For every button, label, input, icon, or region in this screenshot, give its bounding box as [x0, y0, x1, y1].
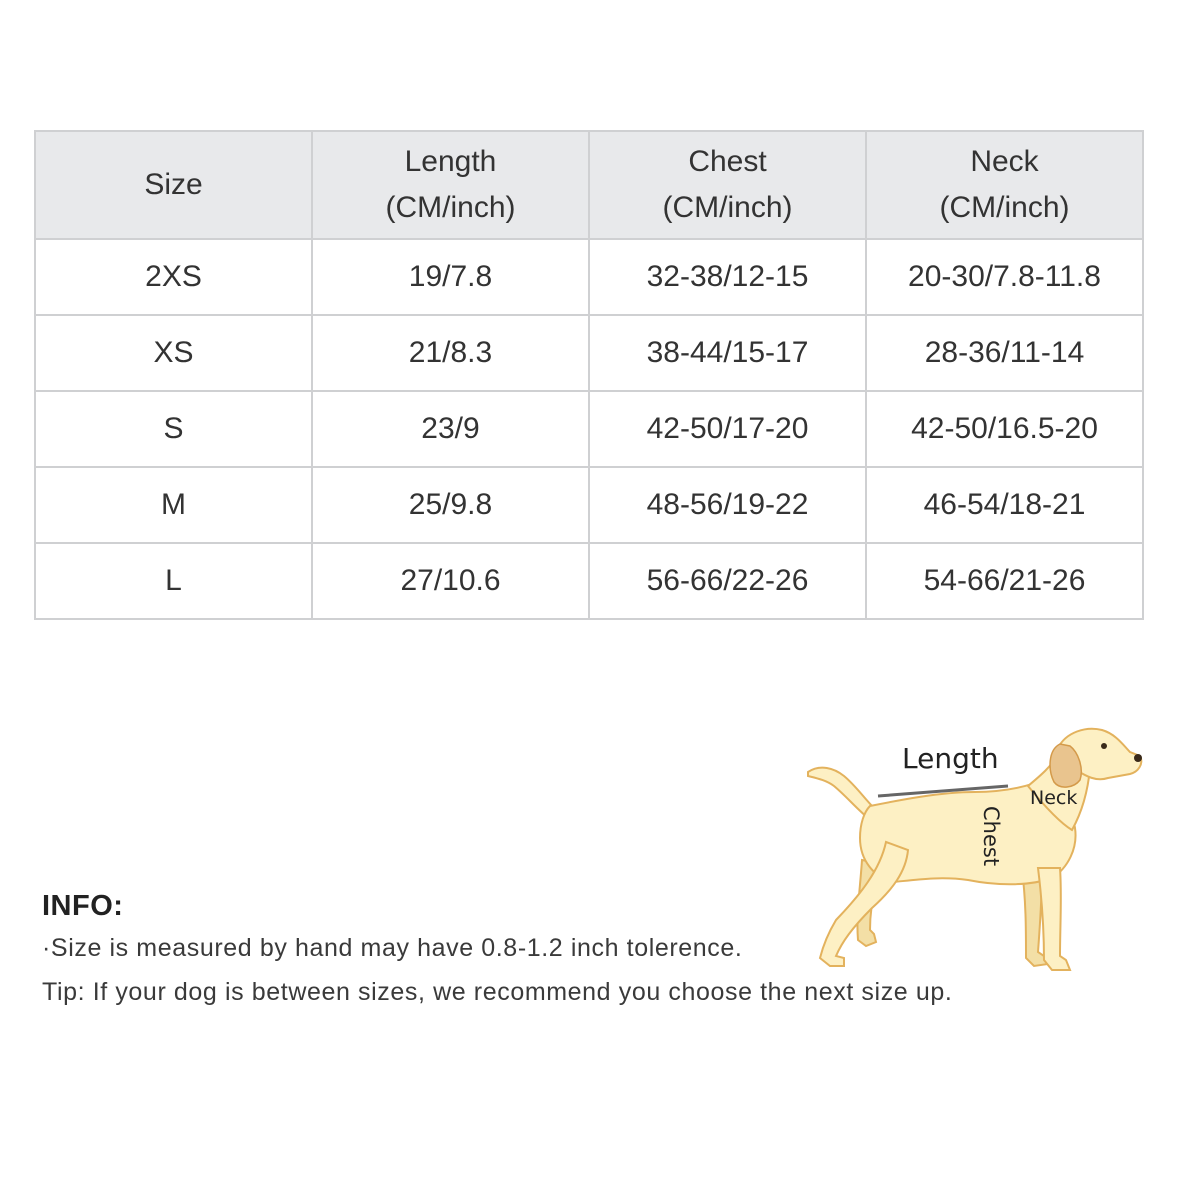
length-cell: 21/8.3 — [312, 315, 589, 391]
header-chest-label: Chest — [688, 145, 767, 178]
length-cell: 27/10.6 — [312, 543, 589, 619]
neck-cell: 46-54/18-21 — [866, 467, 1143, 543]
chest-cell: 56-66/22-26 — [589, 543, 866, 619]
info-title: INFO: — [42, 890, 124, 922]
length-cell: 19/7.8 — [312, 239, 589, 315]
neck-cell: 42-50/16.5-20 — [866, 391, 1143, 467]
table-row — [35, 391, 1143, 467]
neck-cell: 54-66/21-26 — [866, 543, 1143, 619]
neck-cell: 20-30/7.8-11.8 — [866, 239, 1143, 315]
dog-measurement-diagram — [790, 720, 1160, 990]
header-length — [312, 131, 589, 239]
table-row — [35, 239, 1143, 315]
size-cell: 2XS — [35, 239, 312, 315]
chest-cell: 32-38/12-15 — [589, 239, 866, 315]
header-neck-unit: (CM/inch) — [939, 191, 1070, 224]
header-row — [35, 131, 1143, 239]
dog-tail — [808, 768, 874, 818]
neck-cell: 28-36/11-14 — [866, 315, 1143, 391]
table-row — [35, 467, 1143, 543]
chest-cell: 42-50/17-20 — [589, 391, 866, 467]
size-cell: M — [35, 467, 312, 543]
header-neck-label: Neck — [970, 145, 1039, 178]
size-cell: L — [35, 543, 312, 619]
header-size — [35, 131, 312, 239]
info-note: ·Size is measured by hand may have 0.8-1.2 inch tolerence. — [42, 934, 743, 962]
size-chart-table — [34, 130, 1144, 620]
size-cell: S — [35, 391, 312, 467]
chest-label: Chest — [979, 806, 1003, 867]
length-label: Length — [902, 742, 999, 775]
size-cell: XS — [35, 315, 312, 391]
length-cell: 23/9 — [312, 391, 589, 467]
table-row — [35, 315, 1143, 391]
info-tip: Tip: If your dog is between sizes, we recommend you choose the next size up. — [42, 978, 953, 1006]
chest-cell: 48-56/19-22 — [589, 467, 866, 543]
header-size-label: Size — [144, 168, 203, 201]
dog-eye — [1101, 743, 1107, 749]
header-chest-unit: (CM/inch) — [662, 191, 793, 224]
length-cell: 25/9.8 — [312, 467, 589, 543]
chest-cell: 38-44/15-17 — [589, 315, 866, 391]
header-neck — [866, 131, 1143, 239]
header-length-unit: (CM/inch) — [385, 191, 516, 224]
table-row — [35, 543, 1143, 619]
header-length-label: Length — [404, 145, 497, 178]
dog-nose — [1134, 754, 1142, 762]
header-chest — [589, 131, 866, 239]
neck-label: Neck — [1030, 787, 1078, 809]
